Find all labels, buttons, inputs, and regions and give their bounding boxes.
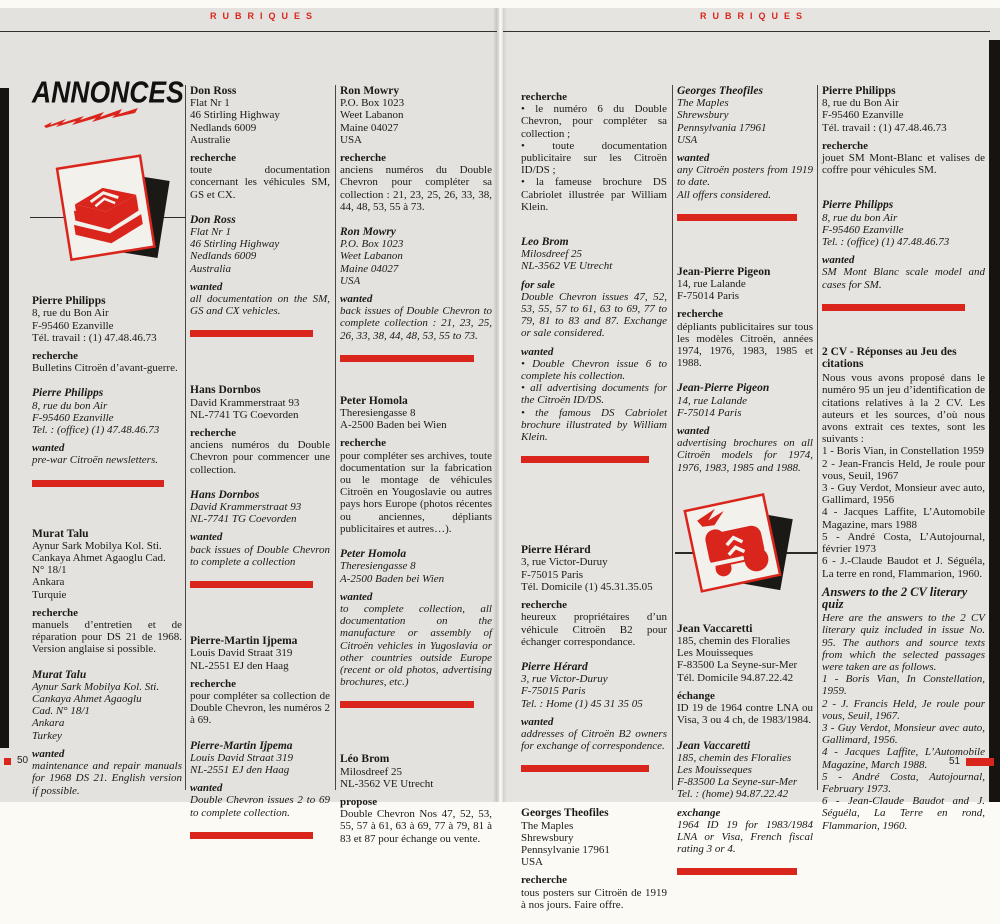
ad-text: toute documentation concernant les véhicules SM, GS et CX. xyxy=(190,164,330,201)
ad-address-line: F-75014 Paris xyxy=(677,290,740,303)
article-block xyxy=(822,586,985,832)
ad-text: pour compléter sa collection de Double Chevron, les numéros 2 à 69. xyxy=(190,689,330,727)
ad-block xyxy=(190,489,330,568)
ad-block xyxy=(190,635,330,726)
ad-address-line: Australia xyxy=(190,262,231,275)
ad-address-line: Louis David Straat 319 xyxy=(190,647,293,660)
ad-name: Hans Dornbos xyxy=(190,488,260,501)
ad-address-line: 8, rue du bon Air xyxy=(32,399,108,412)
spacer xyxy=(822,189,985,199)
ad-text: Double Chevron issues 47, 52, 53, 55, 57 to 61, 63 to 69, 77 to 79, 81 to 83 and 87. Exchange or sale considered. xyxy=(521,290,667,340)
spacer xyxy=(521,783,667,807)
ad-name: Leo Brom xyxy=(521,236,569,249)
ad-address-line: NL-2551 EJ den Haag xyxy=(190,659,289,672)
ad-text: advertising brochures on all Citroën models for 1974, 1976, 1983, 1985 and 1988. xyxy=(677,437,813,474)
ad-address-line: F-75015 Paris xyxy=(521,685,586,698)
ad-text: All offers considered. xyxy=(677,188,771,201)
ad-name: Don Ross xyxy=(190,213,236,226)
ad-section-label: recherche xyxy=(190,677,237,690)
rubriques-header-left: RUBRIQUES xyxy=(210,11,319,21)
ad-text: Double Chevron issues 2 to 69 to complete collection. xyxy=(190,794,330,819)
ad-address-line: Louis David Straat 319 xyxy=(190,751,293,764)
books-stack-icon xyxy=(52,151,180,273)
ad-name: Pierre Hérard xyxy=(521,544,591,557)
ad-name: Jean-Pierre Pigeon xyxy=(677,265,771,278)
ad-address-line: A-2500 Baden bei Wien xyxy=(340,572,445,585)
ad-text: to complete collection, all documentation on the manufacture or assembly of Citroën vehicles in Yugoslavia or other countries outside Europe (recent or old photos, advertising brochures, etc.) xyxy=(340,602,492,689)
ad-block xyxy=(340,548,492,688)
ad-name: Pierre Philipps xyxy=(822,199,894,212)
ad-address-line: Nedlands 6009 xyxy=(190,121,257,134)
ad-address-line: F-95460 Ezanville xyxy=(822,223,904,236)
ad-name: Hans Dornbos xyxy=(190,384,261,397)
ad-text: anciens numéros du Double Chevron pour commencer une collection. xyxy=(190,439,330,476)
annonces-masthead xyxy=(32,74,184,129)
ad-address-line: Tel. : (office) (1) 47.48.46.73 xyxy=(822,236,950,249)
ad-block xyxy=(340,226,492,342)
article-text: Here are the answers to the 2 CV literary quiz included in issue No. 95. The authors and source texts from which the selected passages were taken are as follows. xyxy=(822,612,985,673)
left-page-column-2 xyxy=(190,85,330,850)
red-separator-bar xyxy=(32,480,164,487)
ad-section-label: wanted xyxy=(190,782,223,795)
ad-section-label: recherche xyxy=(190,427,237,440)
ad-address-line: A-2500 Baden bei Wien xyxy=(340,419,447,432)
ad-address-line: The Maples xyxy=(677,97,729,110)
ad-name: Pierre-Martin Ijpema xyxy=(190,635,298,648)
ad-address-line: Shrewsbury xyxy=(521,831,574,844)
ad-name: Pierre-Martin Ijpema xyxy=(190,739,293,752)
ad-section-label: wanted xyxy=(340,590,373,603)
ad-address-line: Tél. Domicile 94.87.22.42 xyxy=(677,671,794,684)
ad-text: heureux propriétaires d’un véhicule Citroën B2 pour échanger correspondance. xyxy=(521,611,667,648)
ad-name: Jean Vaccaretti xyxy=(677,739,751,752)
ad-text: • le numéro 6 du Double Chevron, pour compléter sa collection ; xyxy=(521,103,667,140)
ad-text: back issues of Double Chevron to complete collection : 21, 23, 25, 26, 33, 38, 44, 48, 53, 55 to 73. xyxy=(340,305,492,342)
icon-block xyxy=(32,155,182,273)
ad-address-line: David Krammerstraat 93 xyxy=(190,396,300,409)
red-separator-bar xyxy=(190,581,313,588)
ad-address-line: Flat Nr 1 xyxy=(190,97,230,110)
ad-section-label: recherche xyxy=(340,152,387,165)
ad-section-label: wanted xyxy=(340,293,373,306)
article-heading: Answers to the 2 CV literary quiz xyxy=(822,584,968,611)
ad-address-line: Cad. N° 18/1 xyxy=(32,705,90,718)
ad-address-line: F-95460 Ezanville xyxy=(32,319,114,332)
ad-block xyxy=(521,544,667,648)
ad-section-label: for sale xyxy=(521,278,555,291)
ad-name: Murat Talu xyxy=(32,668,87,681)
ad-section-label: recherche xyxy=(677,308,724,321)
ad-section-label: recherche xyxy=(32,350,79,363)
ad-section-label: wanted xyxy=(32,442,65,455)
ad-block xyxy=(190,214,330,318)
ad-section-label: wanted xyxy=(677,152,710,165)
ad-block xyxy=(190,384,330,475)
red-separator-bar xyxy=(190,832,313,839)
red-separator-bar xyxy=(190,330,313,337)
spacer xyxy=(822,322,985,346)
ad-block xyxy=(340,85,492,213)
ad-address-line: 14, rue Lalande xyxy=(677,394,747,407)
ad-address-line: Cankaya Ahmet Agaoglu xyxy=(32,693,142,706)
ad-text: • toute documentation publicitaire sur les Citroën ID/DS ; xyxy=(521,139,667,177)
ad-address-line: Les Mouisseques xyxy=(677,763,752,776)
spacer xyxy=(340,373,492,395)
red-separator-bar xyxy=(677,868,797,875)
ad-address-line: 8, rue du Bon Air xyxy=(32,307,109,320)
ad-section-label: recherche xyxy=(521,599,568,612)
ad-address-line: F-75014 Paris xyxy=(677,406,742,419)
spacer xyxy=(190,348,330,384)
ad-address-line: Tél. Domicile (1) 45.31.35.05 xyxy=(521,580,653,593)
photo-edge-right xyxy=(989,40,1000,802)
ad-address-line: NL-7741 TG Coevorden xyxy=(190,408,299,421)
article-heading: 2 CV - Réponses au Jeu des citations xyxy=(822,345,957,371)
ad-text: back issues of Double Chevron to complete a collection xyxy=(190,543,330,568)
ad-block xyxy=(822,85,985,176)
ad-address-line: 46 Stirling Highway xyxy=(190,109,280,122)
ad-section-label: wanted xyxy=(521,715,554,728)
ad-text: pour compléter ses archives, toute documentation sur la fabrication ou le montage de véhicules Citroën en Yougoslavie ou autres pays hors Europe (photos récentes ou anciennes, dépliants publicitaires et autres…). xyxy=(340,449,492,535)
article-text: 5 - André Costa, Autojournal, February 1973. xyxy=(822,770,985,795)
red-separator-bar xyxy=(822,304,965,311)
ad-block xyxy=(521,807,667,911)
ad-address-line: 3, rue Victor-Duruy xyxy=(521,673,608,686)
ad-address-line: 185, chemin des Floralies xyxy=(677,635,791,648)
ad-address-line: Tel. : Home (1) 45 31 35 05 xyxy=(521,697,643,710)
article-text: 1 - Boris Vian, in Constellation 1959 xyxy=(822,445,984,458)
spacer xyxy=(521,474,667,544)
2cv-car-icon xyxy=(683,487,803,609)
ad-name: Ron Mowry xyxy=(340,226,396,239)
ad-address-line: NL-3562 VE Utrecht xyxy=(340,777,434,790)
ad-name: Pierre Philipps xyxy=(32,387,104,400)
article-text: 5 - André Costa, L’Autojournal, février 1973 xyxy=(822,530,985,556)
ad-address-line: F-75015 Paris xyxy=(521,568,584,581)
ad-block xyxy=(677,85,813,201)
ad-address-line: Tél. travail : (1) 47.48.46.73 xyxy=(32,331,157,344)
ad-text: pre-war Citroën newsletters. xyxy=(32,454,158,467)
ad-text: maintenance and repair manuals for 1968 DS 21. English version if possible. xyxy=(32,760,182,797)
red-separator-bar xyxy=(340,701,474,708)
ad-section-label: recherche xyxy=(822,139,869,152)
ad-name: Pierre Philipps xyxy=(822,85,896,97)
ad-text: addresses of Citroën B2 owners for exchange of correspondence. xyxy=(521,727,667,753)
ad-address-line: Theresiengasse 8 xyxy=(340,407,416,420)
column-rule xyxy=(335,85,336,790)
ad-section-label: wanted xyxy=(190,531,223,544)
ad-address-line: Turkey xyxy=(32,729,62,742)
ad-address-line: F-83500 La Seyne-sur-Mer xyxy=(677,776,798,789)
right-page-column-2 xyxy=(677,85,813,886)
page-number-marker-right xyxy=(966,758,994,766)
ad-block xyxy=(32,528,182,656)
spacer xyxy=(190,599,330,635)
ad-text: Bulletins Citroën d’avant-guerre. xyxy=(32,362,178,375)
ad-address-line: The Maples xyxy=(521,819,574,832)
ad-block xyxy=(32,387,182,466)
ad-name: Georges Theofiles xyxy=(521,807,609,820)
right-page-column-1 xyxy=(521,85,667,924)
ad-section-label: propose xyxy=(340,795,378,808)
ad-section-label: wanted xyxy=(521,345,554,358)
article-text: 6 - Jean-Claude Baudot and J. Séguéla, La Terre en rond, Flammarion, 1960. xyxy=(822,795,985,832)
ad-section-label: wanted xyxy=(32,747,65,760)
page-number-marker-left xyxy=(4,758,11,765)
ad-text: SM Mont Blanc scale model and cases for SM. xyxy=(822,266,985,291)
ad-text: • all advertising documents for the Citroën ID/DS. xyxy=(521,382,667,407)
page-number-right: 51 xyxy=(949,756,961,767)
ad-text: manuels d’entretien et de réparation pour DS 21 de 1968. Version anglaise si possible. xyxy=(32,619,182,656)
ad-address-line: Tel. : (office) (1) 47.48.46.73 xyxy=(32,424,160,437)
ad-section-label: recherche xyxy=(190,152,237,165)
ad-name: Peter Homola xyxy=(340,548,407,561)
ad-address-line: Pennsylvania 17961 xyxy=(677,121,767,134)
ad-address-line: USA xyxy=(677,133,698,146)
ad-address-line: P.O. Box 1023 xyxy=(340,97,405,110)
left-page-column-3 xyxy=(340,85,492,858)
ad-text: • la fameuse brochure DS Cabriolet illustrée par William Klein. xyxy=(521,176,667,213)
ad-text: all documentation on the SM, GS and CX vehicles. xyxy=(190,293,330,318)
article-text: 3 - Guy Verdot, Monsieur avec auto, Gallimard, 1956 xyxy=(822,482,985,507)
ad-address-line: Australie xyxy=(190,133,231,146)
ad-text: • the famous DS Cabriolet brochure illustrated by William Klein. xyxy=(521,406,667,444)
ad-name: Pierre Philipps xyxy=(32,295,106,308)
article-text: Nous vous avons proposé dans le numéro 95 un jeu d’identification de citations relatives à la 2 CV. Les auteurs et les sources, d’où nous avons extrait ces textes, sont les suivants : xyxy=(822,372,985,446)
ad-address-line: NL-3562 VE Utrecht xyxy=(521,260,613,273)
left-page-column-1 xyxy=(32,74,184,810)
ad-address-line: USA xyxy=(340,133,363,146)
article-text: 1 - Boris Vian, In Constellation, 1959. xyxy=(822,673,985,698)
ad-section-label: wanted xyxy=(822,254,855,267)
ad-section-label: exchange xyxy=(677,806,721,819)
red-separator-bar xyxy=(521,456,649,463)
ad-name: Jean Vaccaretti xyxy=(677,622,753,635)
ad-block xyxy=(340,753,492,844)
ad-address-line: P.O. Box 1023 xyxy=(340,238,404,251)
ad-block xyxy=(677,740,813,856)
ad-address-line: NL-2551 EJ den Haag xyxy=(190,763,290,776)
ad-text: 1964 ID 19 for 1983/1984 LNA or Visa, French fiscal rating 3 or 4. xyxy=(677,818,813,856)
ad-block xyxy=(822,199,985,290)
ad-address-line: Aynur Sark Mobilya Kol. Sti. xyxy=(32,539,162,552)
ad-address-line: David Krammerstraat 93 xyxy=(190,501,302,514)
ad-name: Murat Talu xyxy=(32,527,89,540)
photo-edge-left xyxy=(0,88,9,748)
ad-section-label: recherche xyxy=(521,91,568,103)
ad-section-label: wanted xyxy=(677,425,710,438)
ad-block xyxy=(521,91,667,213)
ad-address-line: Cankaya Ahmet Agaoglu Cad. xyxy=(32,552,166,565)
header-rule-right xyxy=(503,31,990,32)
ad-address-line: Weet Labanon xyxy=(340,109,404,122)
ad-block xyxy=(521,236,667,443)
red-separator-bar xyxy=(340,355,474,362)
ad-address-line: Flat Nr 1 xyxy=(190,226,231,239)
ad-name: Don Ross xyxy=(190,85,237,97)
ad-block xyxy=(190,740,330,819)
article-block xyxy=(822,346,985,580)
spacer xyxy=(521,226,667,236)
article-text: 3 - Guy Verdot, Monsieur avec auto, Gallimard, 1956. xyxy=(822,721,985,747)
spacer xyxy=(340,719,492,753)
ad-section-label: wanted xyxy=(190,280,223,293)
spacer xyxy=(32,283,182,295)
ad-address-line: Ankara xyxy=(32,717,65,730)
ad-address-line: Maine 04027 xyxy=(340,262,399,275)
ad-address-line: Shrewsbury xyxy=(677,109,729,122)
ad-block xyxy=(340,395,492,535)
article-text: 4 - Jacques Laffite, L’Automobile Magazine, March 1988. xyxy=(822,746,985,771)
2cv-car-icon xyxy=(683,487,803,609)
page-number-left: 50 xyxy=(17,755,29,766)
ad-text: • Double Chevron issue 6 to complete his collection. xyxy=(521,357,667,383)
ad-text: any Citroën posters from 1919 to date. xyxy=(677,164,813,189)
ad-address-line: N° 18/1 xyxy=(32,564,67,577)
ad-address-line: 46 Stirling Highway xyxy=(190,238,280,251)
ad-address-line: Tél. travail : (1) 47.48.46.73 xyxy=(822,121,947,134)
ad-address-line: USA xyxy=(521,856,544,869)
ad-text: Double Chevron Nos 47, 52, 53, 55, 57 à 61, 63 à 69, 77 à 79, 81 à 83 et 87 pour échange ou vente. xyxy=(340,808,492,845)
ad-name: Pierre Hérard xyxy=(521,660,588,673)
ad-section-label: recherche xyxy=(340,437,387,450)
right-page-column-3 xyxy=(822,85,985,832)
ad-address-line: Turquie xyxy=(32,588,67,601)
ad-text: ID 19 de 1964 contre LNA ou Visa, 3 ou 4 ch, de 1983/1984. xyxy=(677,702,813,727)
ad-address-line: Milosdreef 25 xyxy=(340,765,403,778)
ad-block xyxy=(677,623,813,727)
annonces-title: ANNONCES xyxy=(32,74,184,110)
ad-block xyxy=(677,266,813,370)
spacer xyxy=(32,498,182,528)
header-rule-left xyxy=(0,31,497,32)
ad-address-line: NL-7741 TG Coevorden xyxy=(190,513,297,526)
ad-address-line: Maine 04027 xyxy=(340,121,399,134)
article-text: 6 - J.-Claude Baudot et J. Séguéla, La terre en rond, Flammarion, 1960. xyxy=(822,555,985,580)
ad-text: anciens numéros du Double Chevron pour compléter sa collection : 21, 23, 25, 26, 33, 38, 44, 48, 53, 55 à 73. xyxy=(340,164,492,213)
ad-block xyxy=(521,661,667,752)
red-separator-bar xyxy=(677,214,797,221)
ad-text: tous posters sur Citroën de 1919 à nos jours. Faire offre. xyxy=(521,886,667,911)
spacer xyxy=(677,232,813,266)
ad-address-line: Pennsylvanie 17961 xyxy=(521,843,610,856)
ad-address-line: F-83500 La Seyne-sur-Mer xyxy=(677,659,798,672)
ad-address-line: Nedlands 6009 xyxy=(190,250,257,263)
ad-name: Georges Theofiles xyxy=(677,85,763,97)
ad-block xyxy=(32,669,182,797)
ad-address-line: F-95460 Ezanville xyxy=(822,109,904,122)
ad-address-line: USA xyxy=(340,274,361,287)
ad-block xyxy=(32,295,182,374)
article-text: 4 - Jacques Laffite, L’Automobile Magazine, mars 1988 xyxy=(822,506,985,531)
ad-address-line: Tel. : (home) 94.87.22.42 xyxy=(677,788,789,801)
page-gutter-shadow xyxy=(493,8,507,802)
books-stack-icon xyxy=(52,151,180,273)
ad-name: Léo Brom xyxy=(340,753,390,766)
ad-address-line: Theresiengasse 8 xyxy=(340,560,416,573)
rubriques-header-right: RUBRIQUES xyxy=(700,11,809,21)
ad-text: jouet SM Mont-Blanc et valises de coffre pour véhicules SM. xyxy=(822,152,985,177)
red-separator-bar xyxy=(521,765,649,772)
ad-name: Peter Homola xyxy=(340,394,408,407)
ad-name: Ron Mowry xyxy=(340,85,400,97)
ad-section-label: recherche xyxy=(32,606,79,619)
icon-block xyxy=(677,491,813,609)
column-rule xyxy=(817,85,818,790)
ad-address-line: 8, rue du Bon Air xyxy=(822,97,899,110)
ad-address-line: Weet Labanon xyxy=(340,250,403,263)
ad-address-line: Les Mouisseques xyxy=(677,647,754,660)
article-text: 2 - Jean-Francis Held, Je roule pour vous, Seuil, 1967 xyxy=(822,457,985,482)
ad-address-line: Aynur Sark Mobilya Kol. Sti. xyxy=(32,680,160,693)
column-rule xyxy=(185,85,186,790)
ad-block xyxy=(677,382,813,473)
article-text: 2 - J. Francis Held, Je roule pour vous, Seuil, 1967. xyxy=(822,697,985,722)
ad-address-line: 14, rue Lalande xyxy=(677,278,746,291)
ad-name: Jean-Pierre Pigeon xyxy=(677,382,770,395)
ad-section-label: recherche xyxy=(521,874,568,887)
column-rule xyxy=(672,85,673,790)
ad-block xyxy=(190,85,330,201)
ad-address-line: Milosdreef 25 xyxy=(521,248,582,261)
ad-section-label: échange xyxy=(677,689,715,702)
ad-address-line: 185, chemin des Floralies xyxy=(677,751,792,764)
ad-text: dépliants publicitaires sur tous les modèles Citroën, années 1974, 1976, 1983, 1985 et 1988. xyxy=(677,320,813,370)
ad-address-line: F-95460 Ezanville xyxy=(32,411,114,424)
ad-address-line: 8, rue du bon Air xyxy=(822,211,898,224)
ad-address-line: Ankara xyxy=(32,576,65,589)
ad-address-line: 3, rue Victor-Duruy xyxy=(521,556,608,569)
